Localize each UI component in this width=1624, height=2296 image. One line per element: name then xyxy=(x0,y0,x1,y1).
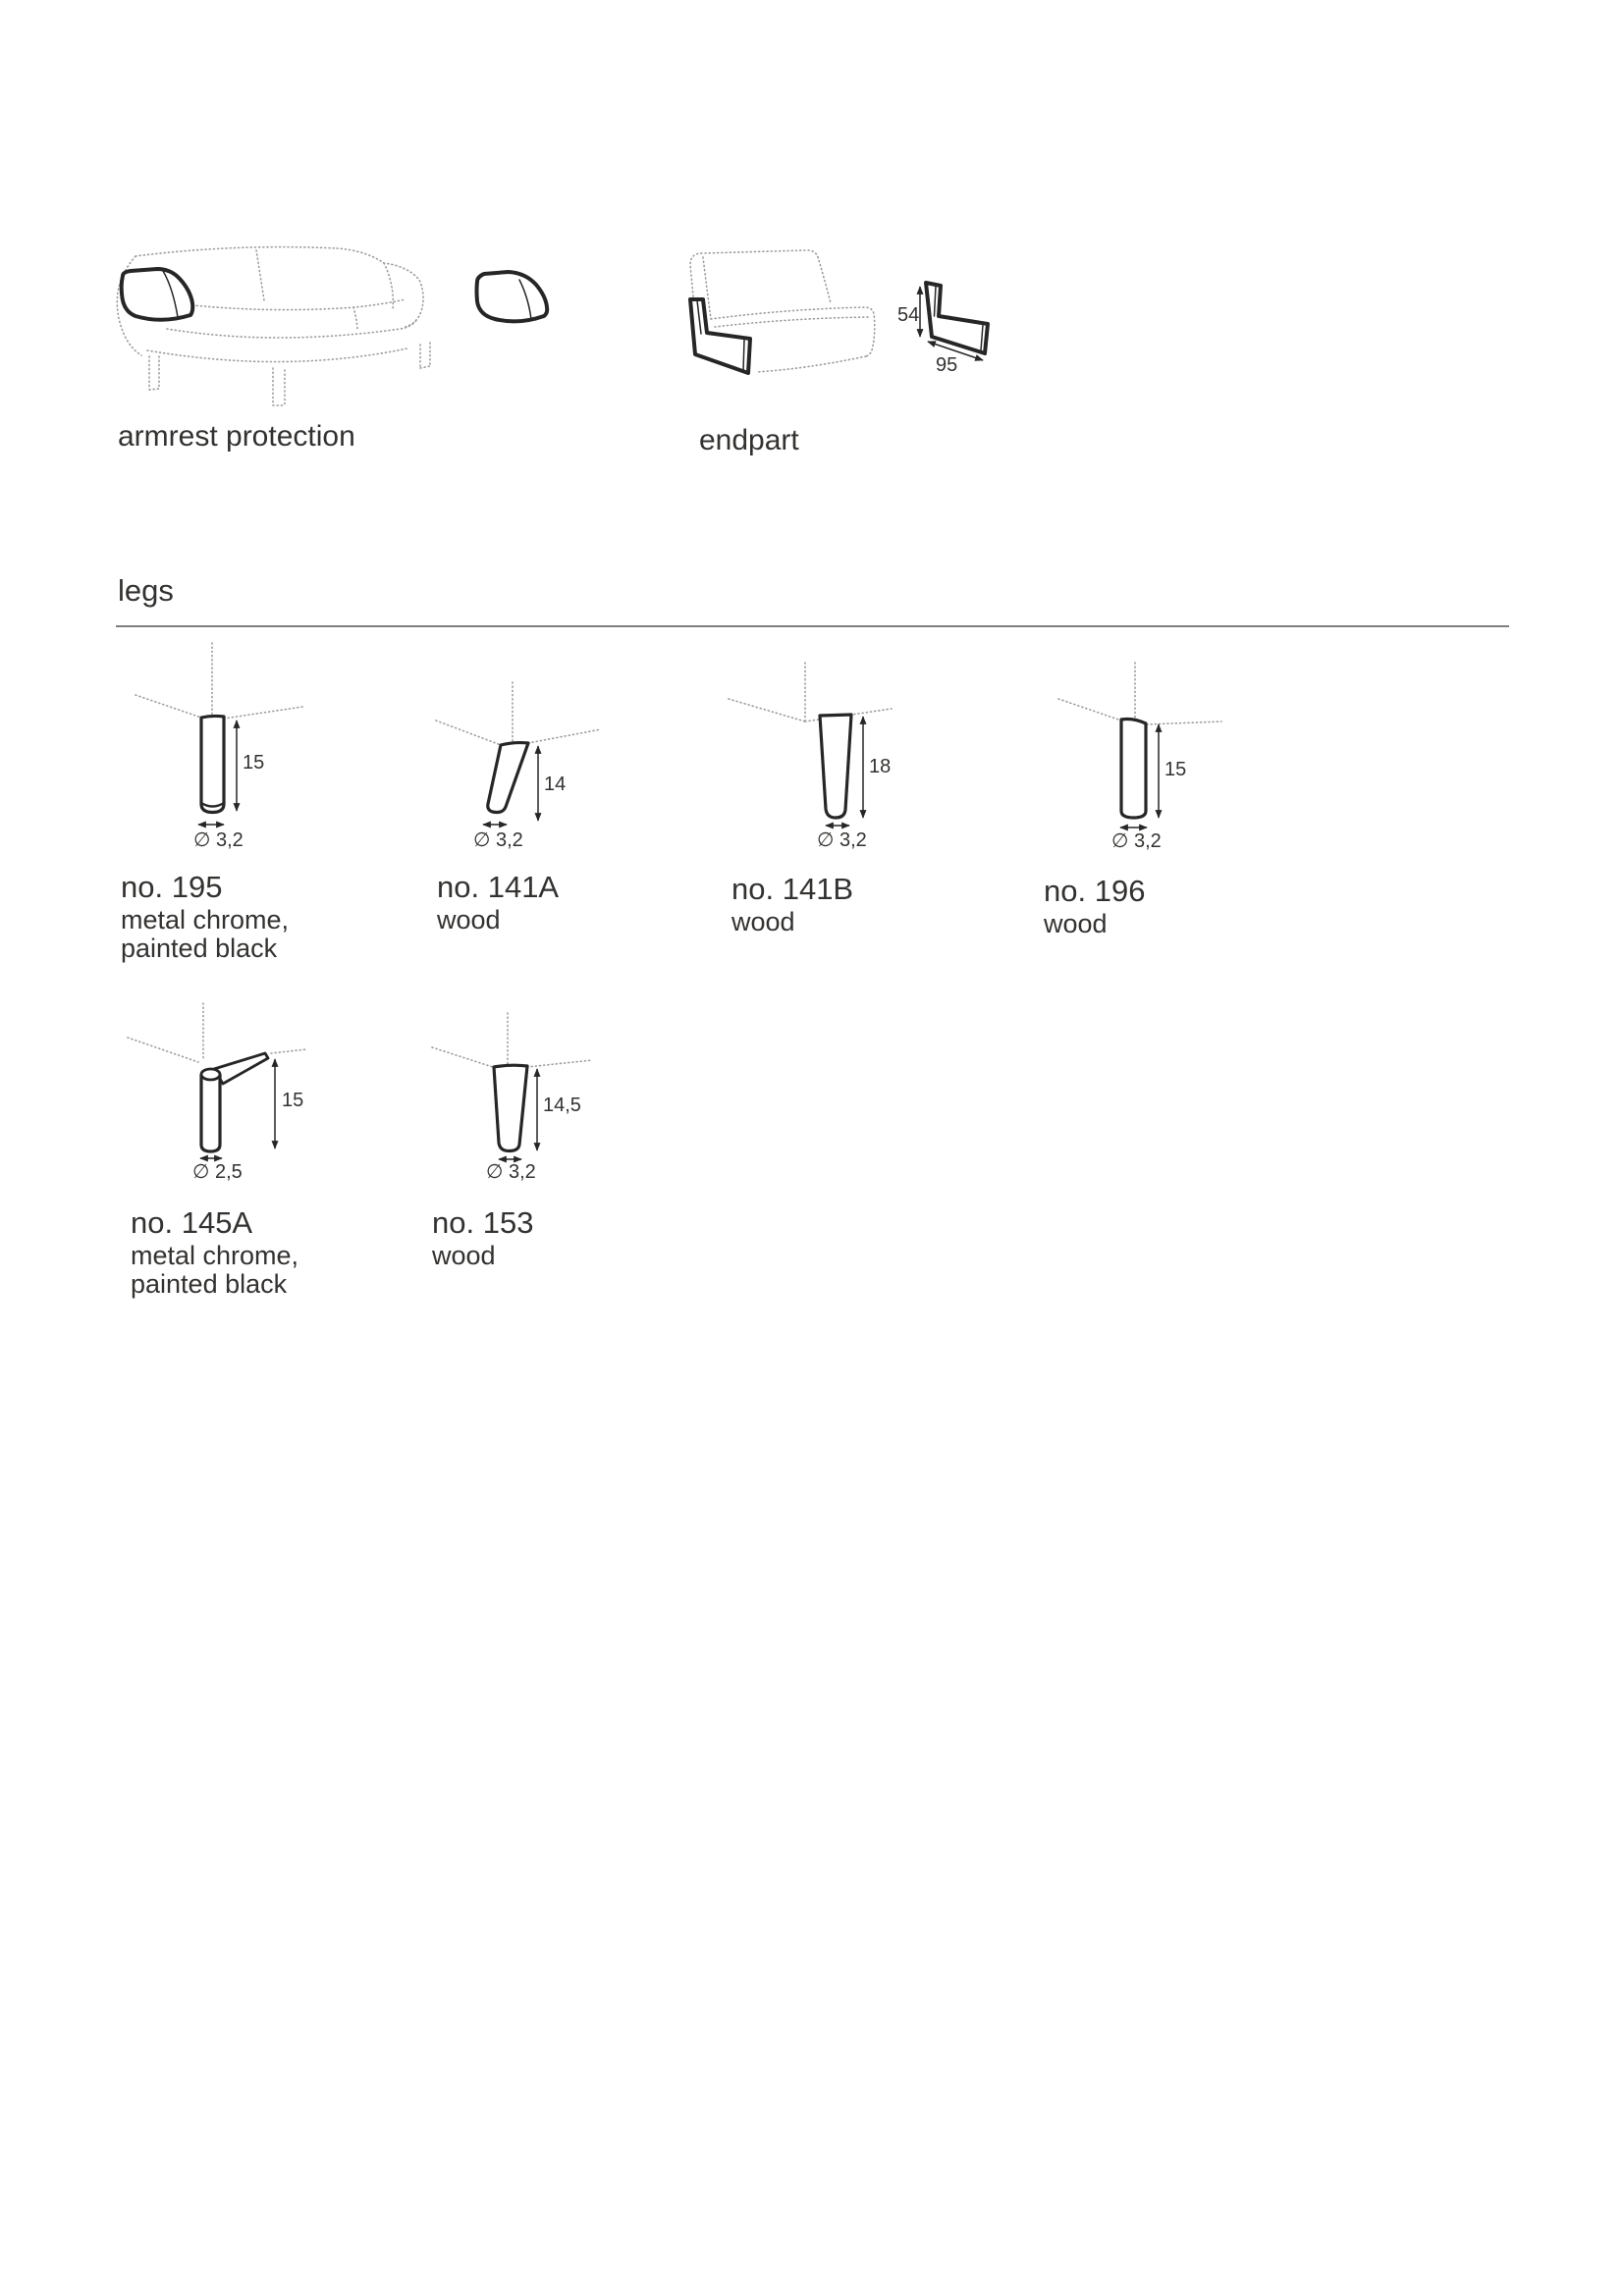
leg-195-height-dim: 15 xyxy=(243,752,265,774)
armrest-protection-label: armrest protection xyxy=(118,420,355,453)
armrest-cover-on-sofa xyxy=(122,269,193,320)
leg-196-material-1: wood xyxy=(1044,909,1108,938)
leg-195-material-2: painted black xyxy=(121,934,278,963)
leg-153-height-dim: 14,5 xyxy=(543,1095,581,1116)
armrest-protection-drawing xyxy=(108,240,569,407)
leg-145a-height-dim: 15 xyxy=(282,1090,304,1111)
leg-141b-material-1: wood xyxy=(731,907,795,936)
leg-141b-diameter-dim: ∅ 3,2 xyxy=(817,829,867,851)
legs-section-header: legs xyxy=(118,573,174,608)
endpart-label: endpart xyxy=(699,424,799,456)
leg-196-height-dim: 15 xyxy=(1164,759,1187,780)
leg-141a-height-dim: 14 xyxy=(544,774,567,795)
endpart-width-dim: 95 xyxy=(936,354,958,376)
leg-195-diameter-dim: ∅ 3,2 xyxy=(193,829,244,851)
leg-141a-diameter-dim: ∅ 3,2 xyxy=(473,829,523,851)
armrest-cover-separate xyxy=(477,272,548,321)
leg-141a-drawing xyxy=(393,638,707,864)
leg-141a-name: no. 141A xyxy=(437,870,560,904)
leg-153-material-1: wood xyxy=(432,1241,496,1270)
leg-195-material-1: metal chrome, xyxy=(121,905,290,934)
leg-196-drawing xyxy=(1011,638,1326,864)
leg-196-diameter-dim: ∅ 3,2 xyxy=(1111,830,1162,852)
endpart-height-dim: 54 xyxy=(897,304,920,326)
leg-145a-drawing xyxy=(79,982,393,1207)
leg-145a-diameter-dim: ∅ 2,5 xyxy=(192,1161,243,1183)
leg-145a-material-1: metal chrome, xyxy=(131,1241,299,1270)
leg-195-drawing xyxy=(79,638,393,864)
leg-141b-name: no. 141B xyxy=(731,872,854,906)
leg-195-name: no. 195 xyxy=(121,870,223,904)
leg-196-name: no. 196 xyxy=(1044,874,1146,908)
endpart-drawing xyxy=(677,240,1001,388)
leg-145a-material-2: painted black xyxy=(131,1269,288,1299)
legs-section-divider xyxy=(116,625,1509,627)
leg-153-diameter-dim: ∅ 3,2 xyxy=(486,1161,536,1183)
leg-153-name: no. 153 xyxy=(432,1205,534,1240)
endpart-panel-separate xyxy=(926,283,988,353)
leg-141b-drawing xyxy=(707,638,1021,864)
leg-141b-height-dim: 18 xyxy=(869,756,892,777)
endpart-panel-on-module xyxy=(690,299,750,373)
leg-141a-material-1: wood xyxy=(437,905,501,934)
leg-145a-name: no. 145A xyxy=(131,1205,253,1240)
leg-153-drawing xyxy=(393,982,707,1207)
